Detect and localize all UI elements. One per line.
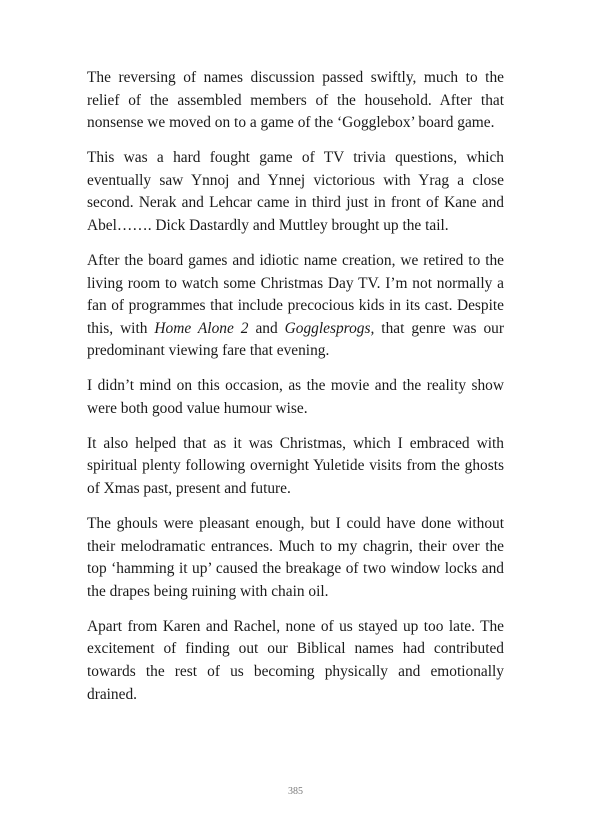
text-run: I didn’t mind on this occasion, as the movie and the reality show were both good value humour wise. bbox=[87, 377, 504, 417]
text-run: that genre was our predominant viewing fare that evening. bbox=[87, 319, 504, 360]
text-run: Apart from Karen and Rachel, none of us stayed up too late. The excitement of finding out our Biblical names had contributed towards the rest of us becoming physically and emotionally drained. bbox=[87, 617, 504, 703]
paragraph bbox=[87, 513, 504, 603]
paragraph bbox=[87, 147, 504, 237]
paragraph bbox=[87, 433, 504, 501]
paragraph bbox=[87, 67, 504, 135]
paragraph bbox=[87, 616, 504, 706]
paragraph bbox=[87, 375, 504, 420]
italic-title: Gogglesprogs, bbox=[284, 319, 375, 337]
paragraph bbox=[87, 250, 504, 363]
page-number: 385 bbox=[288, 786, 303, 797]
text-run: The reversing of names discussion passed swiftly, much to the relief of the assembled members of the household. After that nonsense we moved on to a game of the ‘Gogglebox’ board game. bbox=[87, 69, 504, 132]
body-text bbox=[87, 67, 504, 719]
text-run: It also helped that as it was Christmas, which I embraced with spiritual plenty following overnight Yuletide visits from the ghosts of Xmas past, present and future. bbox=[87, 434, 504, 498]
text-run: After the board games and idiotic name creation, we retired to the living room to watch some Christmas Day TV. I’m not normally a fan of programmes that include precocious kids in its cast. Despite this, with bbox=[87, 251, 504, 337]
italic-title: Home Alone 2 bbox=[154, 319, 249, 337]
text-run: and bbox=[248, 319, 285, 337]
text-run: This was a hard fought game of TV trivia questions, which eventually saw Ynnoj and Ynnej victorious with Yrag a close second. Nerak and Lehcar came in third just in front of Kane and Abel……. Dick Dastardly and Muttley brought up the tail. bbox=[87, 149, 504, 234]
text-run: The ghouls were pleasant enough, but I could have done without their melodramatic entrances. Much to my chagrin, their over the top ‘hamming it up’ caused the breakage of two window locks and the drapes being ruining with chain oil. bbox=[87, 515, 504, 600]
